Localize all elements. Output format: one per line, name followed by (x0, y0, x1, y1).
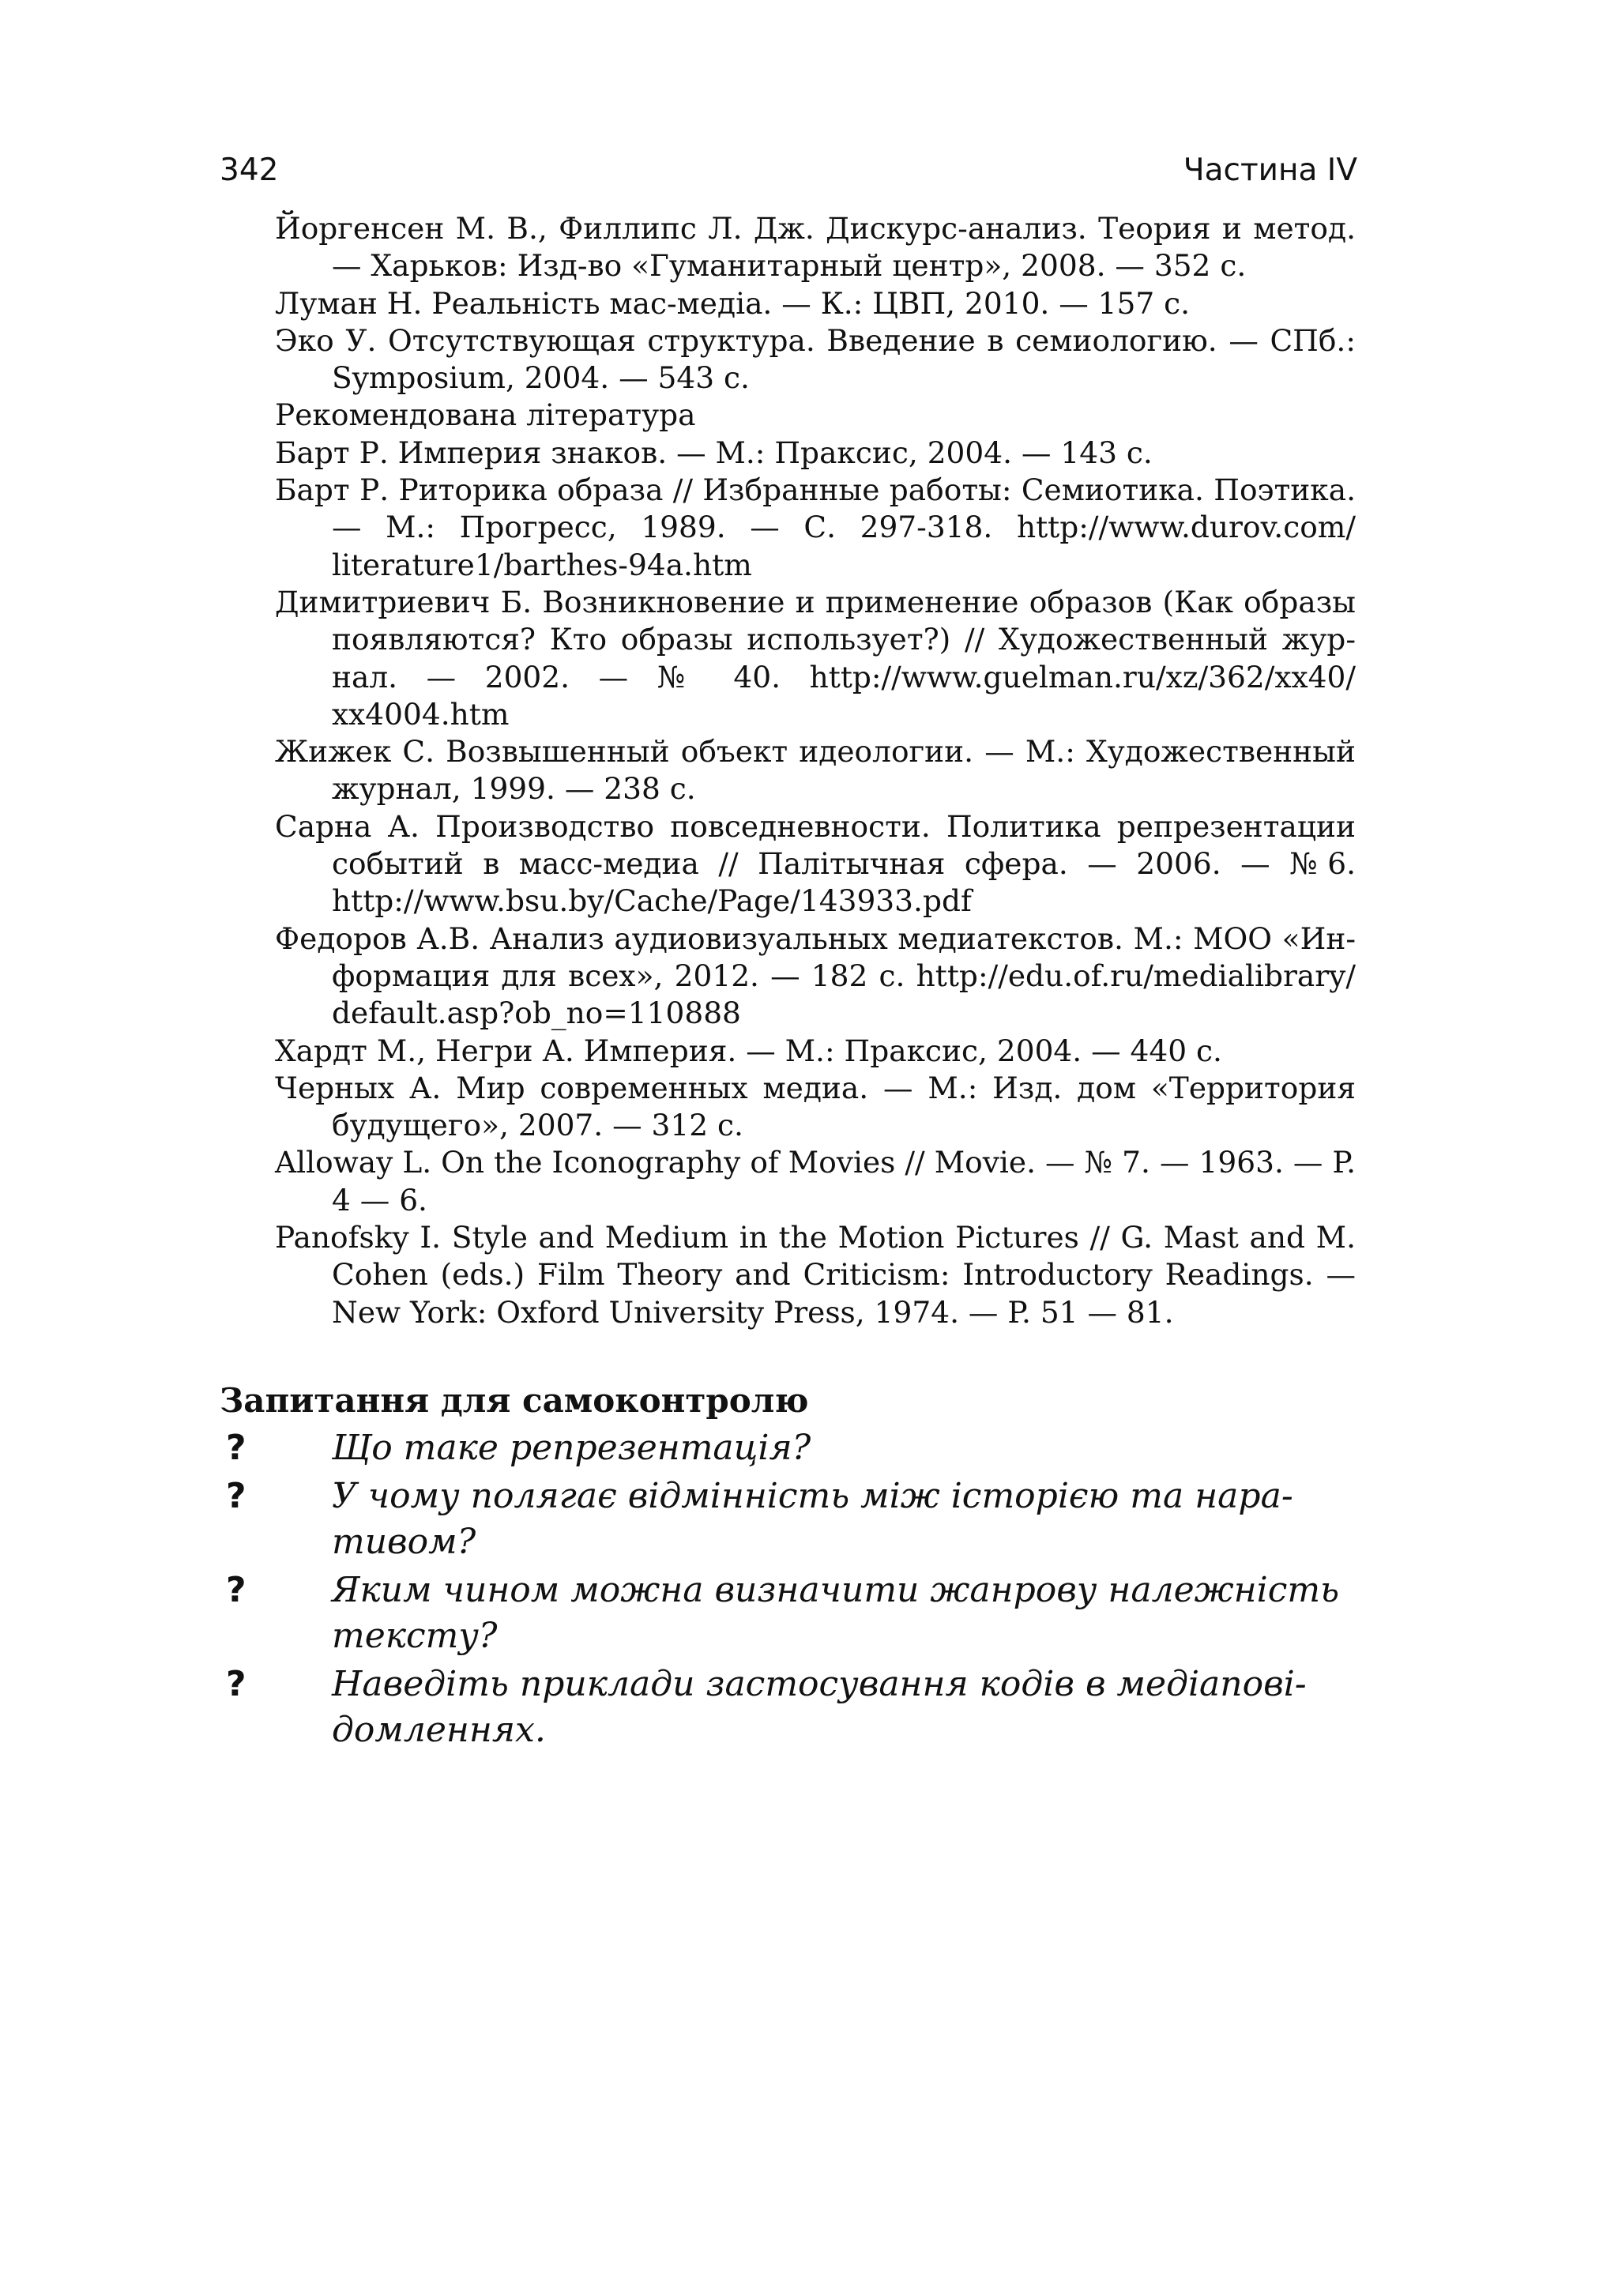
question-text: Наведіть приклади застосування кодів в медіаповідомленнях. (332, 1664, 1307, 1750)
reference-entry: Луман Н. Реальність мас-медіа. — К.: ЦВП, 2010. — 157 с. (275, 285, 1191, 321)
reference-entry: Федоров А.В. Анализ аудиовизуальных медиатекстов. М.: МОО «Информация для всех», 2012. — 182 с. http://edu.of.ru/medialibrary/ default.asp?ob_no=110888 (275, 920, 1356, 1031)
reference-entry: Хардт М., Негри А. Империя. — М.: Праксис, 2004. — 440 с. (275, 1033, 1222, 1068)
question-mark-icon: ? (226, 1570, 246, 1610)
recommended-literature-heading: Рекомендована література (275, 397, 696, 433)
reference-entry: Черных А. Мир современных медиа. — М.: Изд. дом «Территория будущего», 2007. — 312 с. (275, 1070, 1356, 1143)
reference-entry: Димитриевич Б. Возникновение и применение образов (Как образы появляются? Кто образы использует?) // Художественный журнал. — 2002. — № 40. http://www.guelman.ru/xz/362/xx40/ xx4004.htm (275, 584, 1356, 732)
reference-list (275, 210, 1356, 1331)
question-mark-icon: ? (226, 1664, 246, 1704)
question-item (220, 1474, 1356, 1565)
running-head (220, 149, 1357, 193)
self-control-questions (220, 1379, 1356, 1756)
reference-entry: Эко У. Отсутствующая структура. Введение в семиологию. — СПб.: Symposium, 2004. — 543 с. (275, 322, 1356, 396)
reference-entry: Барт Р. Империя знаков. — М.: Праксис, 2004. — 143 с. (275, 435, 1153, 470)
question-item (220, 1568, 1356, 1659)
reference-entry: Йоргенсен М. В., Филлипс Л. Дж. Дискурс-анализ. Теория и метод. — Харьков: Изд-во «Гуманитарный центр», 2008. — 352 с. (275, 211, 1356, 284)
questions-heading: Запитання для самоконтролю (220, 1381, 809, 1420)
reference-entry: Жижек С. Возвышенный объект идеологии. — М.: Художественный журнал, 1999. — 238 с. (275, 734, 1356, 807)
part-label: Частина IV (1183, 152, 1357, 188)
question-text: У чому полягає відмінність між історією та наративом? (332, 1476, 1293, 1562)
question-item (220, 1425, 1356, 1471)
reference-entry: Сарна А. Производство повседневности. Политика репрезентации событий в масс-медиа // Палітычная сфера. — 2006. — №6. http://www.bsu.by/Cache/Page/143933.pdf (275, 808, 1356, 919)
reference-entry: Alloway L. On the Iconography of Movies // Movie. — № 7. — 1963. — P. 4 — 6. (275, 1145, 1356, 1218)
question-text: Що таке репрезентація? (332, 1428, 811, 1468)
question-item (220, 1662, 1356, 1753)
reference-entry: Panofsky I. Style and Medium in the Motion Pictures // G. Mast and M. Cohen (eds.) Film Theory and Criticism: Introductory Readings. — New York: Oxford University Press, 1974. — P. 51 — 81. (275, 1220, 1356, 1330)
page-number: 342 (220, 152, 279, 188)
question-mark-icon: ? (226, 1428, 246, 1468)
reference-entry: Барт Р. Риторика образа // Избранные работы: Семиотика. Поэтика. — М.: Прогресс, 1989. — С. 297-318. http://www.durov.com/ literature1/barthes-94a.htm (275, 472, 1356, 582)
question-mark-icon: ? (226, 1476, 246, 1516)
question-text: Яким чином можна визначити жанрову належність тексту? (332, 1570, 1340, 1656)
